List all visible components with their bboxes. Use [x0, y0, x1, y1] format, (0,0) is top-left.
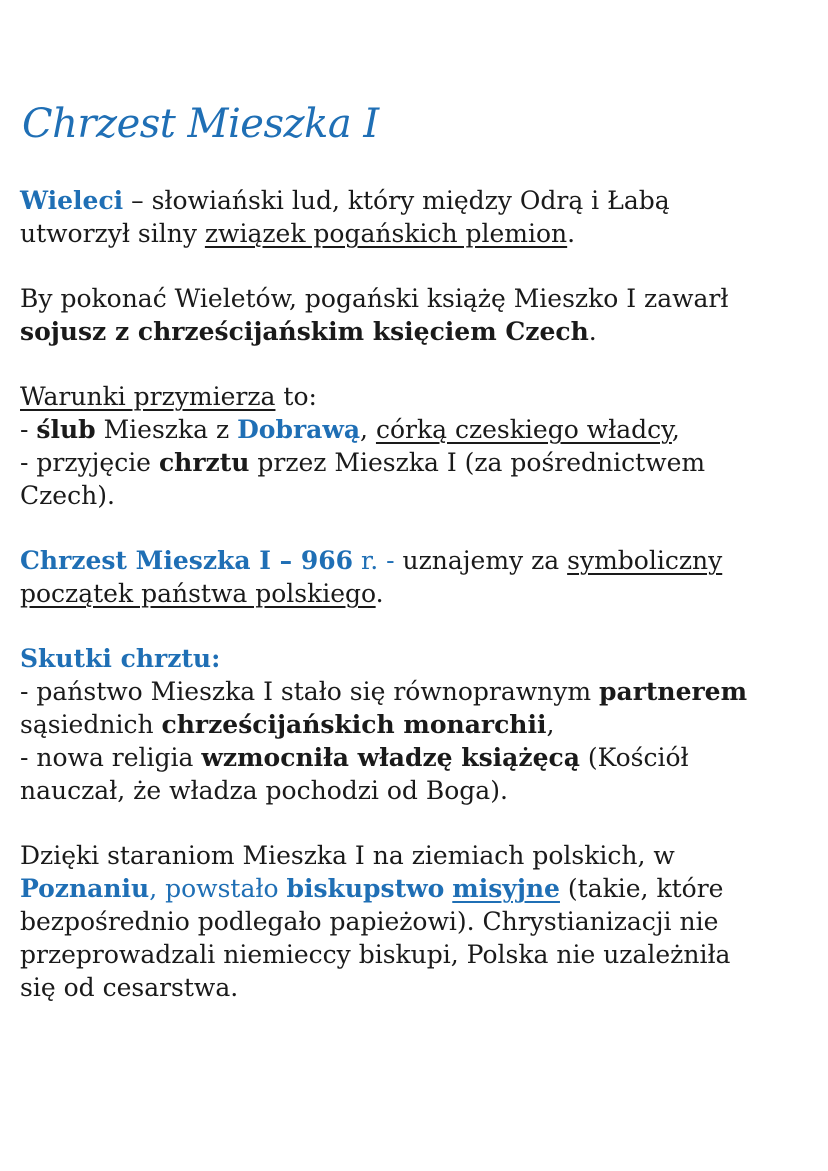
text-line	[20, 217, 788, 250]
text-span: ,	[671, 415, 680, 444]
text-span: uznajemy za	[394, 546, 568, 575]
bold-phrase: biskupstwo	[286, 874, 445, 903]
text-line: Czech).	[20, 481, 115, 510]
page-title: Chrzest Mieszka I	[22, 101, 379, 147]
text-line	[20, 708, 788, 741]
bold-phrase: sojusz z chrześcijańskim księciem Czech	[20, 317, 589, 346]
paragraph-skutki	[20, 642, 788, 807]
text-span: Mieszka z	[95, 415, 238, 444]
text-line	[20, 577, 788, 610]
text-span: .	[567, 219, 576, 248]
bold-phrase: chrześcijańskich monarchii	[161, 710, 547, 739]
list-item	[20, 413, 788, 446]
bold-phrase: ślub	[36, 415, 96, 444]
text-span: utworzył silny	[20, 219, 205, 248]
text-line	[20, 872, 788, 905]
paragraph-sojusz	[20, 282, 788, 348]
text-line: przeprowadzali niemieccy biskupi, Polska nie uzależniła	[20, 940, 731, 969]
text-line	[20, 315, 788, 348]
underlined-phrase: symboliczny	[567, 546, 723, 575]
bold-phrase: partnerem	[599, 677, 748, 706]
text-line: By pokonać Wieletów, pogański książę Mieszko I zawarł	[20, 284, 729, 313]
section-heading: Warunki przymierza	[20, 382, 276, 411]
text-span: ,	[360, 415, 376, 444]
name-dobrawa: Dobrawą	[237, 415, 361, 444]
city-poznan: Poznaniu	[20, 874, 150, 903]
underlined-phrase: początek państwa polskiego	[20, 579, 376, 608]
bold-phrase: wzmocniła władzę książęcą	[201, 743, 580, 772]
text-line: bezpośrednio podlegało papieżowi). Chrystianizacji nie	[20, 907, 719, 936]
text-line: Dzięki staraniom Mieszka I na ziemiach polskich, w	[20, 841, 675, 870]
date-highlight: Chrzest Mieszka I – 966	[20, 546, 354, 575]
text-span: – słowiański lud, który między Odrą i Łabą	[123, 186, 670, 215]
paragraph-chrzest-966	[20, 544, 788, 610]
text-span: ,	[546, 710, 555, 739]
text-line	[20, 184, 788, 217]
text-span: .	[588, 317, 597, 346]
text-line	[20, 544, 788, 577]
text-line: się od cesarstwa.	[20, 973, 239, 1002]
text-span: (takie, które	[559, 874, 724, 903]
text-span: - państwo Mieszka I stało się równoprawnym	[20, 677, 600, 706]
text-span: , powstało	[149, 874, 287, 903]
bold-phrase: chrztu	[158, 448, 250, 477]
text-line	[20, 380, 788, 413]
text-span: to:	[275, 382, 317, 411]
text-span: sąsiednich	[20, 710, 162, 739]
underlined-phrase: misyjne	[452, 874, 560, 903]
underlined-phrase: związek pogańskich plemion	[204, 219, 568, 248]
text-span: -	[20, 415, 37, 444]
text-span: (Kościół	[579, 743, 689, 772]
text-line: nauczał, że władza pochodzi od Boga).	[20, 776, 508, 805]
text-span: .	[375, 579, 384, 608]
list-item	[20, 446, 788, 479]
list-item	[20, 741, 788, 774]
section-heading: Skutki chrztu:	[20, 644, 221, 673]
underlined-phrase: córką czeskiego władcy	[375, 415, 672, 444]
term-wieleci: Wieleci	[20, 186, 124, 215]
text-span: - nowa religia	[20, 743, 202, 772]
paragraph-poznan	[20, 839, 788, 1004]
text-span: - przyjęcie	[20, 448, 159, 477]
paragraph-wieleci	[20, 184, 788, 250]
list-item	[20, 675, 788, 708]
paragraph-warunki	[20, 380, 788, 512]
text-span: przez Mieszka I (za pośrednictwem	[249, 448, 706, 477]
text-span: r. -	[353, 546, 395, 575]
